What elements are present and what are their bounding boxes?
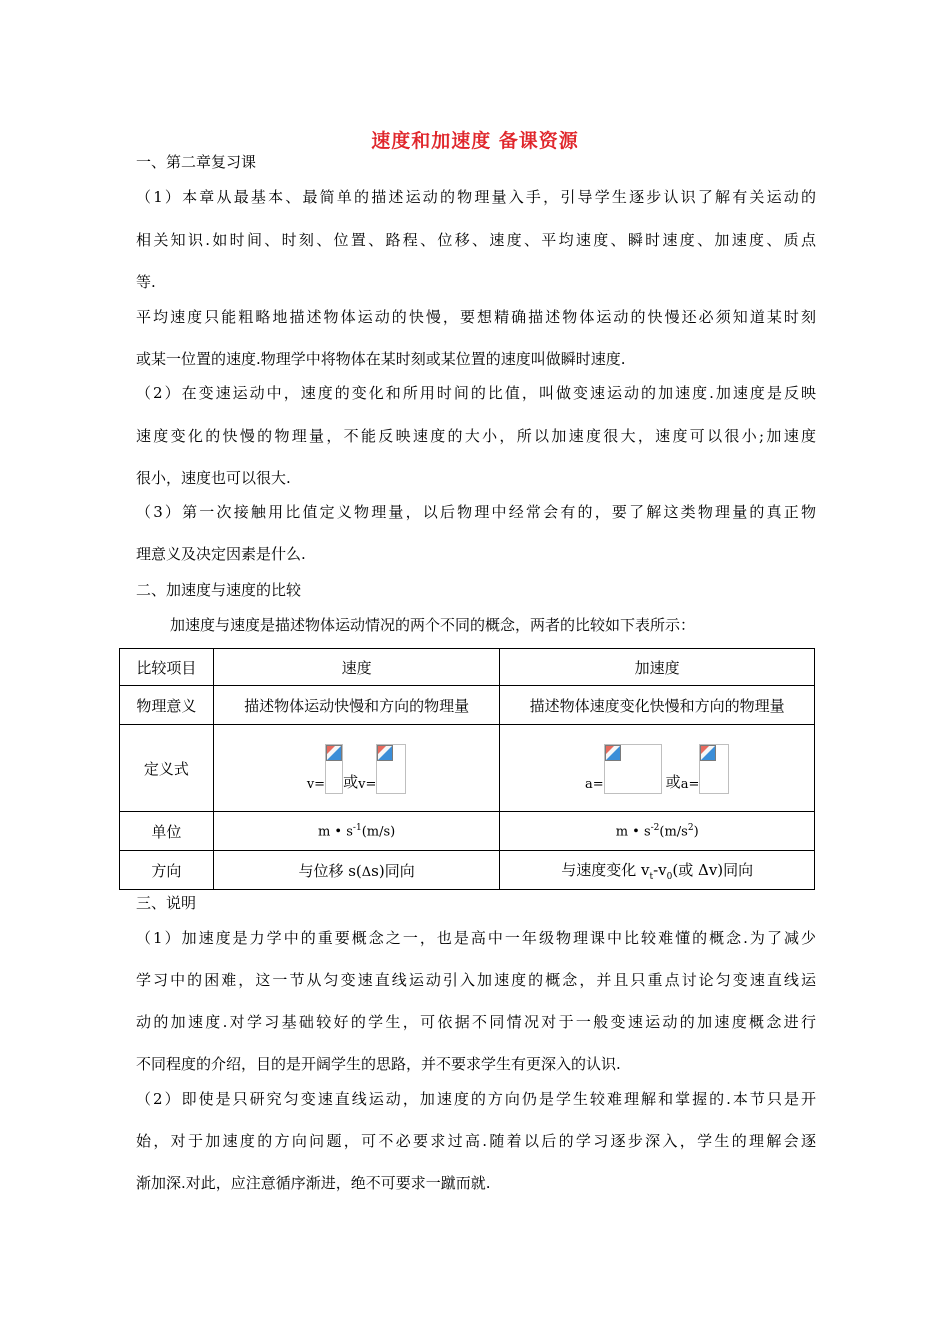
paragraph-line: 或某一位置的速度.物理学中将物体在某时刻或某位置的速度叫做瞬时速度.	[136, 350, 626, 368]
velocity-unit: m • $s^{-1}(m/s)$	[213, 812, 500, 851]
acceleration-unit: m • $s^{-2}(m/s^2)$	[500, 812, 815, 851]
paragraph-line: 渐加深.对此，应注意循序渐进，绝不可要求一蹴而就.	[136, 1174, 491, 1192]
broken-image-icon	[377, 745, 393, 761]
paragraph-line: 动的加速度.对学习基础较好的学生，可依据不同情况对于一般变速运动的加速度概念进行	[136, 1013, 816, 1031]
table-header-acceleration: 加速度	[500, 649, 815, 686]
formula-image-placeholder	[604, 744, 662, 794]
paragraph-line: 很小，速度也可以很大.	[136, 469, 291, 487]
acceleration-direction: 与速度变化 $v_t-v_0$(或 Δv)同向	[500, 851, 815, 890]
formula-image-placeholder	[376, 744, 406, 794]
paragraph-line: （2）在变速运动中，速度的变化和所用时间的比值，叫做变速运动的加速度.加速度是反映	[136, 384, 816, 402]
row-label-direction: 方向	[120, 851, 214, 890]
acceleration-formula: a= 或 a=	[585, 744, 729, 792]
table-intro: 加速度与速度是描述物体运动情况的两个不同的概念，两者的比较如下表所示：	[170, 616, 696, 634]
paragraph-line: 速度变化的快慢的物理量，不能反映速度的大小，所以加速度很大，速度可以很小;加速度	[136, 427, 816, 445]
row-label-definition: 定义式	[120, 725, 214, 812]
paragraph-line: 平均速度只能粗略地描述物体运动的快慢，要想精确描述物体运动的快慢还必须知道某时刻	[136, 308, 816, 326]
table-header-velocity: 速度	[213, 649, 500, 686]
section-heading-1: 一、第二章复习课	[136, 153, 257, 171]
page-title: 速度和加速度 备课资源	[371, 130, 579, 152]
paragraph-line: 相关知识.如时间、时刻、位置、路程、位移、速度、平均速度、瞬时速度、加速度、质点	[136, 231, 816, 249]
acceleration-formula-cell	[500, 725, 815, 812]
paragraph-line: 始，对于加速度的方向问题，可不必要求过高.随着以后的学习逐步深入，学生的理解会逐	[136, 1132, 816, 1150]
section-heading-2: 二、加速度与速度的比较	[136, 581, 302, 599]
velocity-direction: 与位移 s(Δs)同向	[213, 851, 500, 890]
paragraph-line: （3）第一次接触用比值定义物理量，以后物理中经常会有的，要了解这类物理量的真正物	[136, 503, 816, 521]
paragraph-line: 理意义及决定因素是什么.	[136, 545, 306, 563]
paragraph-line: （1）加速度是力学中的重要概念之一，也是高中一年级物理课中比较难懂的概念.为了减少	[136, 929, 816, 947]
velocity-meaning: 描述物体运动快慢和方向的物理量	[213, 686, 500, 725]
velocity-formula: v= 或 v=	[307, 744, 407, 792]
paragraph-line: （1）本章从最基本、最简单的描述运动的物理量入手，引导学生逐步认识了解有关运动的	[136, 188, 816, 206]
row-label-meaning: 物理意义	[120, 686, 214, 725]
paragraph-line: 不同程度的介绍，目的是开阔学生的思路，并不要求学生有更深入的认识.	[136, 1055, 621, 1073]
section-heading-3: 三、说明	[136, 894, 197, 912]
table-header-item: 比较项目	[120, 649, 214, 686]
paragraph-line: 等.	[136, 273, 156, 291]
paragraph-line: 学习中的困难，这一节从匀变速直线运动引入加速度的概念，并且只重点讨论匀变速直线运	[136, 971, 816, 989]
broken-image-icon	[326, 745, 342, 761]
formula-image-placeholder	[325, 744, 343, 794]
paragraph-line: （2）即使是只研究匀变速直线运动，加速度的方向仍是学生较难理解和掌握的.本节只是开	[136, 1090, 816, 1108]
acceleration-meaning: 描述物体速度变化快慢和方向的物理量	[500, 686, 815, 725]
row-label-unit: 单位	[120, 812, 214, 851]
comparison-table	[119, 648, 815, 890]
velocity-formula-cell	[213, 725, 500, 812]
broken-image-icon	[605, 745, 621, 761]
broken-image-icon	[700, 745, 716, 761]
formula-image-placeholder	[699, 744, 729, 794]
